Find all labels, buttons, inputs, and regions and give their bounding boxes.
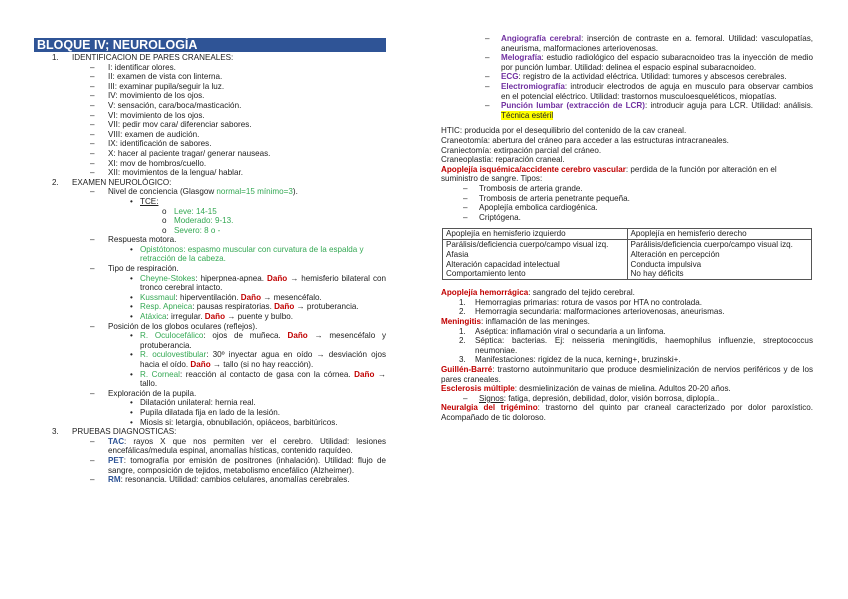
list-item	[34, 187, 386, 197]
list-item	[34, 274, 386, 293]
dot-bullet: •	[130, 369, 133, 379]
list-item	[441, 184, 813, 194]
dash-bullet: –	[463, 183, 468, 193]
list-item	[441, 298, 813, 308]
table-row	[443, 240, 812, 280]
list-item-text: X: hacer al paciente tragar/ generar nauseas.	[108, 148, 271, 158]
neuralgia-trigemino: Neuralgia del trigémino: trastorno del quinto par craneal caracterizado por dolor paroxístico. Acompañado de tic doloroso.	[441, 403, 813, 422]
list-item	[34, 72, 386, 82]
list-item	[34, 235, 386, 245]
table-row	[443, 229, 812, 240]
right-column	[441, 34, 813, 423]
list-item-text: IV: movimiento de los ojos.	[108, 91, 205, 101]
dash-bullet: –	[90, 148, 95, 158]
list-item	[441, 355, 813, 365]
list-item-text: VII: pedir mov cara/ diferenciar sabores.	[108, 120, 252, 130]
list-item	[34, 159, 386, 169]
list-item	[34, 456, 386, 475]
table-cell	[443, 240, 628, 280]
list-item	[34, 63, 386, 73]
table-cell-line: Parálisis/deficiencia cuerpo/campo visual izq.	[630, 240, 793, 250]
list-item	[34, 207, 386, 217]
list-item-text: TCE:	[140, 196, 159, 206]
dash-bullet: –	[463, 193, 468, 203]
table-cell-line: Alteración en percepción	[630, 249, 720, 259]
number-bullet: 1.	[459, 297, 466, 307]
dash-bullet: –	[90, 475, 95, 485]
dash-bullet: –	[90, 91, 95, 101]
list-item-text: Cheyne-Stokes: hiperpnea-apnea. Daño → hemisferio bilateral con tronco cerebral intacto.	[140, 273, 386, 293]
section-2	[34, 178, 386, 188]
definition-line: Craniectomía: extirpación parcial del cráneo.	[441, 145, 602, 155]
dot-bullet: •	[130, 244, 133, 254]
list-item-text: Punción lumbar (extracción de LCR): introducir aguja para LCR. Utilidad: análisis. Técnica estéril	[501, 101, 813, 120]
definition-line: Craneotomía: abertura del cráneo para acceder a las estructuras intracraneales.	[441, 135, 729, 145]
list-item	[34, 389, 386, 399]
list-item-text: TAC: rayos X que nos permiten ver el cerebro. Utilidad: lesiones encefálicas/medula espinal, anomalías hísticas, contenido raquídeo.	[108, 436, 386, 456]
list-item	[34, 398, 386, 408]
dot-bullet: •	[130, 417, 133, 427]
list-item-text: Manifestaciones: rigidez de la nuca, kerning+, bruzinski+.	[475, 355, 681, 365]
dot-bullet: •	[130, 350, 133, 360]
apoplejia-isquemica: Apoplejía isquémica/accidente cerebro vascular: perdida de la función por alteración en el suministro de sangre. Tipos:	[441, 164, 777, 184]
meningitis-list	[441, 327, 813, 365]
left-column	[34, 38, 386, 485]
list-item-text: Séptica: bacterias. Ej: neisseria meningitidis, haemophilus influenzie, streptococcus neumoniae.	[475, 336, 813, 355]
dash-bullet: –	[485, 34, 490, 43]
circle-bullet: o	[162, 216, 167, 226]
list-item-text: VI: movimiento de los ojos.	[108, 110, 205, 120]
list-item-text: Dilatación unilateral: hernia real.	[140, 398, 256, 408]
ocular-reflex-list	[34, 331, 386, 389]
list-item-text: PET: tomografía por emisión de positrones (inhalación). Utilidad: flujo de sangre, composición de tejidos, metabolismo encefálico (Alzheimer).	[108, 455, 386, 475]
list-item	[34, 302, 386, 312]
list-item	[34, 293, 386, 303]
tce-list	[34, 207, 386, 236]
section-number: 1.	[52, 53, 59, 62]
list-item	[34, 111, 386, 121]
list-item-text: Moderado: 9-13.	[174, 216, 234, 226]
pupil-list	[34, 398, 386, 427]
section-heading: PRUEBAS DIAGNOSTICAS:	[72, 427, 177, 437]
list-item-text: VIII: examen de audición.	[108, 129, 200, 139]
dash-bullet: –	[485, 101, 490, 111]
list-item-text: Hemorragias primarias: rotura de vasos por HTA no controlada.	[475, 297, 703, 307]
page-title: BLOQUE IV; NEUROLOGÍA	[34, 38, 386, 52]
list-item	[34, 91, 386, 101]
dot-bullet: •	[130, 292, 133, 302]
table-cell-line: Alteración capacidad intelectual	[446, 259, 560, 269]
list-item-text: Apoplejía embolica cardiogénica.	[479, 203, 598, 213]
list-item	[34, 149, 386, 159]
list-item-text: Opistótonos: espasmo muscular con curvatura de la espalda y retracción de la cabeza.	[140, 244, 364, 264]
section-number: 3.	[52, 427, 59, 437]
list-item	[34, 130, 386, 140]
apoplejia-hemorragica: Apoplejía hemorrágica: sangrado del tejido cerebral.	[441, 288, 635, 298]
list-item	[34, 370, 386, 389]
number-bullet: 1.	[459, 326, 466, 336]
list-item-text: IX: identificación de sabores.	[108, 139, 212, 149]
number-bullet: 3.	[459, 355, 466, 365]
list-item-text: Miosis si: letargia, obnubilación, opiáceos, barbitúricos.	[140, 417, 338, 427]
list-item	[34, 101, 386, 111]
dash-bullet: –	[90, 120, 95, 130]
dot-bullet: •	[130, 196, 133, 206]
list-item-text: Posición de los globos oculares (reflejos).	[108, 321, 258, 331]
list-item-text: Leve: 14-15	[174, 206, 217, 216]
dash-bullet: –	[90, 436, 95, 446]
list-item	[441, 194, 813, 204]
list-item-text: R. Corneal: reacción al contacto de gasa con la córnea. Daño → tallo.	[140, 369, 387, 389]
list-item	[34, 197, 386, 207]
list-item-text: Melografía: estudio radiológico del espacio subaracnoideo tras la inyección de medio por punción lumbar. Utilidad: delinea el espacio espinal subaracnoideo.	[501, 53, 813, 72]
list-item-text: Nivel de conciencia (Glasgow normal=15 mínimo=3).	[108, 187, 298, 197]
list-item-text: Trombosis de arteria grande.	[479, 183, 583, 193]
list-item-text: Signos: fatiga, depresión, debilidad, dolor, visión borrosa, diplopía..	[479, 393, 720, 403]
list-item-text: Angiografía cerebral: inserción de contraste en a. femoral. Utilidad: vasculopatías, aneurisma, malformaciones arteriovenosas.	[501, 34, 813, 53]
tests-list	[34, 437, 386, 485]
list-item-text: V: sensación, cara/boca/masticación.	[108, 100, 242, 110]
stroke-types-list	[441, 184, 813, 222]
list-item	[34, 120, 386, 130]
circle-bullet: o	[162, 206, 167, 216]
list-item	[441, 213, 813, 223]
respiration-list	[34, 274, 386, 322]
dot-bullet: •	[130, 273, 133, 283]
dot-bullet: •	[130, 312, 133, 322]
section-1	[34, 53, 386, 63]
dash-bullet: –	[90, 110, 95, 120]
list-item	[441, 203, 813, 213]
dot-bullet: •	[130, 398, 133, 408]
definition-line: Craneoplastia: reparación craneal.	[441, 155, 565, 165]
definition-line: HTIC: producida por el desequilibrio del contenido de la cav craneal.	[441, 126, 687, 136]
list-item-text: Exploración de la pupila.	[108, 388, 197, 398]
list-item	[34, 408, 386, 418]
list-item-text: II: examen de vista con linterna.	[108, 72, 223, 82]
list-item-text: XI: mov de hombros/cuello.	[108, 158, 207, 168]
number-bullet: 2.	[459, 307, 466, 317]
list-item	[34, 168, 386, 178]
list-item	[441, 34, 813, 53]
list-item	[441, 394, 813, 404]
list-item-text: Tipo de respiración.	[108, 264, 179, 274]
dash-bullet: –	[90, 139, 95, 149]
section-heading: EXAMEN NEUROLÓGICO:	[72, 177, 172, 187]
list-item-text: Electromiografía: introducir electrodos de aguja en musculo para observar cambios en el potencial eléctrico. Utilidad: trastornos musculoesqueléticos, miopatías.	[501, 81, 813, 101]
list-item-text: Resp. Apneica: pausas respiratorias. Daño → protuberancia.	[140, 302, 359, 312]
dash-bullet: –	[485, 53, 490, 63]
dash-bullet: –	[90, 455, 95, 465]
list-item	[34, 418, 386, 428]
section-heading: IDENTIFICACION DE PARES CRANEALES:	[72, 53, 234, 62]
list-item	[34, 216, 386, 226]
table-cell-line: No hay déficits	[630, 269, 684, 279]
list-item	[34, 139, 386, 149]
dash-bullet: –	[90, 388, 95, 398]
list-item	[34, 264, 386, 274]
dash-bullet: –	[463, 212, 468, 222]
list-item-text: Hemorragia secundaria: malformaciones arteriovenosas, aneurismas.	[475, 307, 725, 317]
dash-bullet: –	[90, 235, 95, 245]
list-item-text: R. oculovestibular: 30º inyectar agua en oído → desviación ojos hacia el oído. Daño → tallo (si no hay reacción).	[140, 350, 386, 369]
table-cell-line: Afasia	[446, 249, 469, 259]
dash-bullet: –	[90, 264, 95, 274]
dash-bullet: –	[90, 62, 95, 72]
dash-bullet: –	[463, 203, 468, 213]
dash-bullet: –	[463, 393, 468, 403]
list-item	[441, 307, 813, 317]
list-item-text: Severo: 8 o -	[174, 225, 221, 235]
cranial-nerves-list	[34, 63, 386, 178]
list-item	[34, 312, 386, 322]
list-item-text: Respuesta motora.	[108, 235, 177, 245]
list-item	[34, 475, 386, 485]
dash-bullet: –	[90, 158, 95, 168]
section-number: 2.	[52, 177, 59, 187]
list-item	[441, 327, 813, 337]
table-cell	[627, 240, 812, 280]
list-item	[441, 72, 813, 82]
hemorrhage-list	[441, 298, 813, 317]
circle-bullet: o	[162, 225, 167, 235]
list-item-text: Pupila dilatada fija en lado de la lesión.	[140, 407, 280, 417]
list-item	[34, 322, 386, 332]
dot-bullet: •	[130, 331, 133, 341]
list-item-text: RM: resonancia. Utilidad: cambios celulares, anomalías cerebrales.	[108, 475, 350, 485]
dash-bullet: –	[485, 81, 490, 91]
meningitis: Meningitis: inflamación de las meninges.	[441, 317, 590, 327]
list-item-text: Atáxica: irregular. Daño → puente y bulbo.	[140, 312, 293, 322]
table-cell-line: Conducta impulsiva	[630, 259, 702, 269]
list-item-text: Aséptica: inflamación viral o secundaria a un linfoma.	[475, 326, 666, 336]
list-item	[34, 226, 386, 236]
dot-bullet: •	[130, 302, 133, 312]
list-item	[34, 331, 386, 350]
list-item	[441, 53, 813, 72]
table-header-cell: Apoplejía en hemisferio izquierdo	[443, 229, 628, 240]
definitions	[441, 126, 813, 164]
dash-bullet: –	[90, 168, 95, 178]
dash-bullet: –	[90, 187, 95, 197]
dash-bullet: –	[90, 129, 95, 139]
list-item-text: ECG: registro de la actividad eléctrica. Utilidad: tumores y abscesos cerebrales.	[501, 72, 787, 82]
list-item	[34, 82, 386, 92]
list-item-text: Kussmaul: hiperventilación. Daño → mesencéfalo.	[140, 292, 322, 302]
list-item-text: XII: movimientos de la lengua/ hablar.	[108, 168, 243, 178]
list-item-text: Criptógena.	[479, 212, 521, 222]
dash-bullet: –	[485, 72, 490, 82]
list-item	[34, 350, 386, 369]
guillen-barre: Guillén-Barré: trastorno autoinmunitario que produce desmielinización de nervios periféricos y de los pares craneales.	[441, 365, 813, 384]
dash-bullet: –	[90, 81, 95, 91]
list-item-text: R. Oculocefálico: ojos de muñeca. Daño → mesencéfalo y protuberancia.	[140, 331, 386, 350]
dash-bullet: –	[90, 72, 95, 82]
list-item	[441, 82, 813, 101]
dash-bullet: –	[90, 321, 95, 331]
number-bullet: 2.	[459, 336, 466, 346]
table-cell-line: Comportamiento lento	[446, 269, 526, 279]
esclerosis-multiple: Esclerosis múltiple: desmielinización de vainas de mielina. Adultos 20-20 años.	[441, 384, 731, 394]
table-header-cell: Apoplejía en hemisferio derecho	[627, 229, 812, 240]
list-item	[34, 437, 386, 456]
list-item-text: Trombosis de arteria penetrante pequeña.	[479, 193, 630, 203]
list-item-text: I: identificar olores.	[108, 62, 176, 72]
list-item	[441, 336, 813, 355]
list-item	[441, 101, 813, 120]
tests-list-continued	[441, 34, 813, 101]
list-item-text: III: examinar pupila/seguir la luz.	[108, 81, 225, 91]
section-3	[34, 427, 386, 437]
dash-bullet: –	[90, 100, 95, 110]
dot-bullet: •	[130, 407, 133, 417]
hemisphere-table	[442, 228, 812, 280]
list-item	[34, 245, 386, 264]
table-cell-line: Parálisis/deficiencia cuerpo/campo visual izq.	[446, 240, 609, 250]
